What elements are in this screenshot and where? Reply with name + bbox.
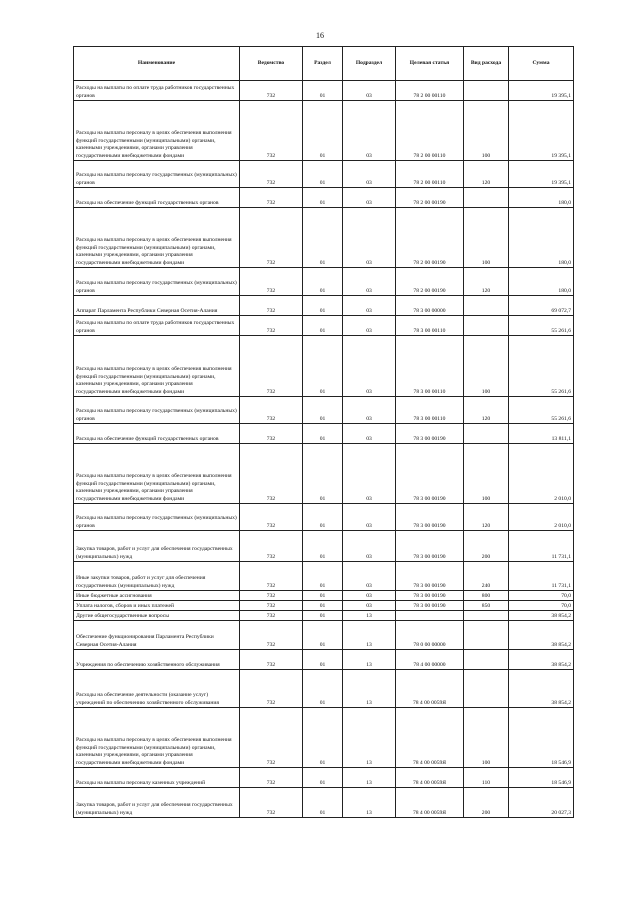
cell-name: Закупка товаров, работ и услуг для обеспечения государственных (муниципальных) нужд <box>74 788 240 818</box>
cell-expense-type: 100 <box>464 101 509 161</box>
cell-expense-type: 120 <box>464 161 509 188</box>
cell-department: 732 <box>240 296 303 316</box>
cell-amount: 38 854,2 <box>509 621 574 650</box>
table-row <box>74 188 574 208</box>
cell-expense-type: 200 <box>464 531 509 562</box>
cell-subsection: 03 <box>343 296 396 316</box>
cell-amount: 38 854,2 <box>509 650 574 670</box>
cell-amount: 55 261,6 <box>509 316 574 336</box>
cell-subsection: 03 <box>343 397 396 424</box>
table-row <box>74 621 574 650</box>
cell-department: 732 <box>240 208 303 268</box>
cell-department: 732 <box>240 188 303 208</box>
cell-target-article: 78 0 00 00000 <box>396 621 464 650</box>
cell-section: 01 <box>303 208 343 268</box>
cell-subsection: 13 <box>343 708 396 768</box>
cell-section: 01 <box>303 788 343 818</box>
cell-name: Расходы на выплаты персоналу государственных (муниципальных) органов <box>74 397 240 424</box>
table-row <box>74 504 574 531</box>
cell-subsection: 03 <box>343 336 396 397</box>
cell-subsection: 03 <box>343 562 396 591</box>
cell-department: 732 <box>240 788 303 818</box>
cell-name: Иные бюджетные ассигнования <box>74 591 240 601</box>
cell-target-article <box>396 611 464 621</box>
cell-amount: 11 731,1 <box>509 531 574 562</box>
cell-amount: 19 395,1 <box>509 161 574 188</box>
cell-section: 01 <box>303 424 343 444</box>
cell-section: 01 <box>303 504 343 531</box>
header-amount: Сумма <box>509 47 574 81</box>
cell-amount: 18 546,9 <box>509 708 574 768</box>
table-row <box>74 336 574 397</box>
cell-expense-type <box>464 621 509 650</box>
header-target-article: Целевая статья <box>396 47 464 81</box>
table-row <box>74 268 574 296</box>
cell-expense-type: 850 <box>464 601 509 611</box>
cell-subsection: 03 <box>343 531 396 562</box>
header-section: Раздел <box>303 47 343 81</box>
table-row <box>74 81 574 101</box>
cell-name: Расходы на обеспечение функций государственных органов <box>74 188 240 208</box>
cell-expense-type <box>464 670 509 708</box>
cell-expense-type <box>464 424 509 444</box>
cell-subsection: 03 <box>343 268 396 296</box>
cell-expense-type: 120 <box>464 504 509 531</box>
cell-target-article: 78 3 00 00190 <box>396 601 464 611</box>
cell-target-article: 78 2 00 00110 <box>396 101 464 161</box>
header-subsection: Подраздел <box>343 47 396 81</box>
cell-amount: 70,0 <box>509 601 574 611</box>
table-row <box>74 670 574 708</box>
cell-name: Расходы на выплаты персоналу в целях обеспечения выполнения функций государственными (муниципальными) органами, казенными учреждениями, органами управления государственными внебюджетными фондами <box>74 336 240 397</box>
header-expense-type: Вид расхода <box>464 47 509 81</box>
cell-department: 732 <box>240 601 303 611</box>
cell-section: 01 <box>303 444 343 504</box>
table-row <box>74 397 574 424</box>
cell-target-article: 78 4 00 00000 <box>396 650 464 670</box>
cell-target-article: 78 3 00 00110 <box>396 316 464 336</box>
table-row <box>74 208 574 268</box>
cell-expense-type <box>464 296 509 316</box>
cell-section: 01 <box>303 670 343 708</box>
table-row <box>74 531 574 562</box>
cell-subsection: 03 <box>343 208 396 268</box>
cell-subsection: 13 <box>343 768 396 788</box>
table-row <box>74 161 574 188</box>
cell-name: Обеспечение функционирования Парламента Республики Северная Осетия-Алания <box>74 621 240 650</box>
cell-target-article: 78 2 00 00110 <box>396 81 464 101</box>
cell-amount: 38 854,2 <box>509 611 574 621</box>
cell-department: 732 <box>240 336 303 397</box>
cell-expense-type: 100 <box>464 208 509 268</box>
cell-department: 732 <box>240 708 303 768</box>
cell-department: 732 <box>240 650 303 670</box>
cell-amount: 180,0 <box>509 188 574 208</box>
table-row <box>74 296 574 316</box>
cell-amount: 20 027,3 <box>509 788 574 818</box>
cell-subsection: 13 <box>343 650 396 670</box>
cell-section: 01 <box>303 397 343 424</box>
cell-subsection: 03 <box>343 591 396 601</box>
cell-target-article: 78 3 00 00190 <box>396 562 464 591</box>
cell-target-article: 78 3 00 00190 <box>396 591 464 601</box>
cell-department: 732 <box>240 768 303 788</box>
cell-subsection: 13 <box>343 670 396 708</box>
cell-subsection: 03 <box>343 601 396 611</box>
cell-amount: 38 854,2 <box>509 670 574 708</box>
cell-department: 732 <box>240 81 303 101</box>
cell-department: 732 <box>240 504 303 531</box>
table-row <box>74 601 574 611</box>
table-row <box>74 768 574 788</box>
cell-name: Закупка товаров, работ и услуг для обеспечения государственных (муниципальных) нужд <box>74 531 240 562</box>
cell-name: Расходы на обеспечение деятельности (оказание услуг) учреждений по обеспечению хозяйственного обслуживания <box>74 670 240 708</box>
cell-expense-type <box>464 611 509 621</box>
cell-section: 01 <box>303 188 343 208</box>
header-department: Ведомство <box>240 47 303 81</box>
cell-department: 732 <box>240 424 303 444</box>
cell-section: 01 <box>303 336 343 397</box>
table-row <box>74 650 574 670</box>
cell-department: 732 <box>240 621 303 650</box>
cell-name: Расходы на обеспечение функций государственных органов <box>74 424 240 444</box>
cell-name: Расходы на выплаты персоналу государственных (муниципальных) органов <box>74 268 240 296</box>
cell-name: Расходы на выплаты по оплате труда работников государственных органов <box>74 316 240 336</box>
budget-table <box>73 46 574 818</box>
cell-target-article: 78 3 00 00190 <box>396 504 464 531</box>
table-row <box>74 316 574 336</box>
cell-amount: 13 811,1 <box>509 424 574 444</box>
cell-target-article: 78 3 00 00190 <box>396 531 464 562</box>
cell-section: 01 <box>303 161 343 188</box>
cell-amount: 180,0 <box>509 268 574 296</box>
cell-amount: 2 010,0 <box>509 444 574 504</box>
cell-amount: 19 395,1 <box>509 81 574 101</box>
cell-section: 01 <box>303 650 343 670</box>
cell-target-article: 78 4 00 0059Я <box>396 708 464 768</box>
cell-name: Расходы на выплаты персоналу в целях обеспечения выполнения функций государственными (муниципальными) органами, казенными учреждениями, органами управления государственными внебюджетными фондами <box>74 708 240 768</box>
cell-target-article: 78 3 00 00190 <box>396 444 464 504</box>
cell-target-article: 78 2 00 00190 <box>396 268 464 296</box>
cell-amount: 2 010,0 <box>509 504 574 531</box>
cell-name: Уплата налогов, сборов и иных платежей <box>74 601 240 611</box>
cell-section: 01 <box>303 81 343 101</box>
cell-name: Расходы на выплаты по оплате труда работников государственных органов <box>74 81 240 101</box>
cell-subsection: 03 <box>343 101 396 161</box>
cell-subsection: 03 <box>343 504 396 531</box>
cell-expense-type: 100 <box>464 336 509 397</box>
table-row <box>74 444 574 504</box>
table-row <box>74 101 574 161</box>
cell-expense-type: 120 <box>464 268 509 296</box>
cell-target-article: 78 3 00 00000 <box>396 296 464 316</box>
cell-amount: 11 731,1 <box>509 562 574 591</box>
cell-name: Другие общегосударственные вопросы <box>74 611 240 621</box>
cell-section: 01 <box>303 768 343 788</box>
cell-subsection: 03 <box>343 81 396 101</box>
cell-subsection: 13 <box>343 788 396 818</box>
table-row <box>74 424 574 444</box>
cell-target-article: 78 2 00 00190 <box>396 188 464 208</box>
cell-department: 732 <box>240 101 303 161</box>
cell-target-article: 78 2 00 00110 <box>396 161 464 188</box>
cell-amount: 55 261,6 <box>509 397 574 424</box>
cell-expense-type: 120 <box>464 397 509 424</box>
cell-section: 01 <box>303 562 343 591</box>
cell-department: 732 <box>240 444 303 504</box>
header-name: Наименование <box>74 47 240 81</box>
cell-amount: 55 261,6 <box>509 336 574 397</box>
cell-expense-type: 200 <box>464 788 509 818</box>
table-row <box>74 562 574 591</box>
cell-name: Расходы на выплаты персоналу в целях обеспечения выполнения функций государственными (муниципальными) органами, казенными учреждениями, органами управления государственными внебюджетными фондами <box>74 101 240 161</box>
cell-amount: 70,0 <box>509 591 574 601</box>
cell-section: 01 <box>303 296 343 316</box>
cell-subsection: 03 <box>343 444 396 504</box>
cell-target-article: 78 4 00 0059Я <box>396 768 464 788</box>
table-row <box>74 611 574 621</box>
cell-department: 732 <box>240 531 303 562</box>
cell-subsection: 03 <box>343 424 396 444</box>
cell-section: 01 <box>303 611 343 621</box>
cell-expense-type: 100 <box>464 444 509 504</box>
table-body <box>74 81 574 818</box>
table-row <box>74 708 574 768</box>
cell-subsection: 03 <box>343 161 396 188</box>
cell-department: 732 <box>240 161 303 188</box>
cell-amount: 18 546,9 <box>509 768 574 788</box>
cell-target-article: 78 3 00 00110 <box>396 397 464 424</box>
cell-department: 732 <box>240 611 303 621</box>
cell-section: 01 <box>303 591 343 601</box>
cell-name: Учреждения по обеспечению хозяйственного обслуживания <box>74 650 240 670</box>
cell-target-article: 78 3 00 00110 <box>396 336 464 397</box>
cell-subsection: 03 <box>343 316 396 336</box>
cell-section: 01 <box>303 531 343 562</box>
cell-amount: 19 395,1 <box>509 101 574 161</box>
cell-department: 732 <box>240 316 303 336</box>
cell-section: 01 <box>303 621 343 650</box>
cell-subsection: 03 <box>343 188 396 208</box>
cell-section: 01 <box>303 101 343 161</box>
cell-subsection: 13 <box>343 611 396 621</box>
cell-department: 732 <box>240 397 303 424</box>
table-header-row <box>74 47 574 81</box>
cell-expense-type: 800 <box>464 591 509 601</box>
cell-amount: 180,0 <box>509 208 574 268</box>
cell-department: 732 <box>240 562 303 591</box>
cell-target-article: 78 3 00 00190 <box>396 424 464 444</box>
cell-name: Иные закупки товаров, работ и услуг для обеспечения государственных (муниципальных) нужд <box>74 562 240 591</box>
cell-expense-type <box>464 650 509 670</box>
cell-target-article: 78 4 00 0059Я <box>396 788 464 818</box>
cell-expense-type: 100 <box>464 708 509 768</box>
cell-department: 732 <box>240 268 303 296</box>
page-number: 16 <box>316 31 324 40</box>
table-row <box>74 591 574 601</box>
cell-expense-type <box>464 81 509 101</box>
cell-expense-type <box>464 188 509 208</box>
cell-expense-type <box>464 316 509 336</box>
cell-section: 01 <box>303 268 343 296</box>
table-row <box>74 788 574 818</box>
cell-name: Аппарат Парламента Республики Северная Осетия-Алания <box>74 296 240 316</box>
cell-name: Расходы на выплаты персоналу в целях обеспечения выполнения функций государственными (муниципальными) органами, казенными учреждениями, органами управления государственными внебюджетными фондами <box>74 208 240 268</box>
cell-amount: 69 072,7 <box>509 296 574 316</box>
cell-name: Расходы на выплаты персоналу государственных (муниципальных) органов <box>74 504 240 531</box>
cell-section: 01 <box>303 316 343 336</box>
cell-expense-type: 240 <box>464 562 509 591</box>
cell-section: 01 <box>303 708 343 768</box>
cell-expense-type: 110 <box>464 768 509 788</box>
cell-name: Расходы на выплаты персоналу казенных учреждений <box>74 768 240 788</box>
cell-name: Расходы на выплаты персоналу в целях обеспечения выполнения функций государственными (муниципальными) органами, казенными учреждениями, органами управления государственными внебюджетными фондами <box>74 444 240 504</box>
cell-target-article: 78 2 00 00190 <box>396 208 464 268</box>
cell-department: 732 <box>240 591 303 601</box>
cell-department: 732 <box>240 670 303 708</box>
cell-subsection: 13 <box>343 621 396 650</box>
cell-name: Расходы на выплаты персоналу государственных (муниципальных) органов <box>74 161 240 188</box>
cell-section: 01 <box>303 601 343 611</box>
cell-target-article: 78 4 00 0059Я <box>396 670 464 708</box>
